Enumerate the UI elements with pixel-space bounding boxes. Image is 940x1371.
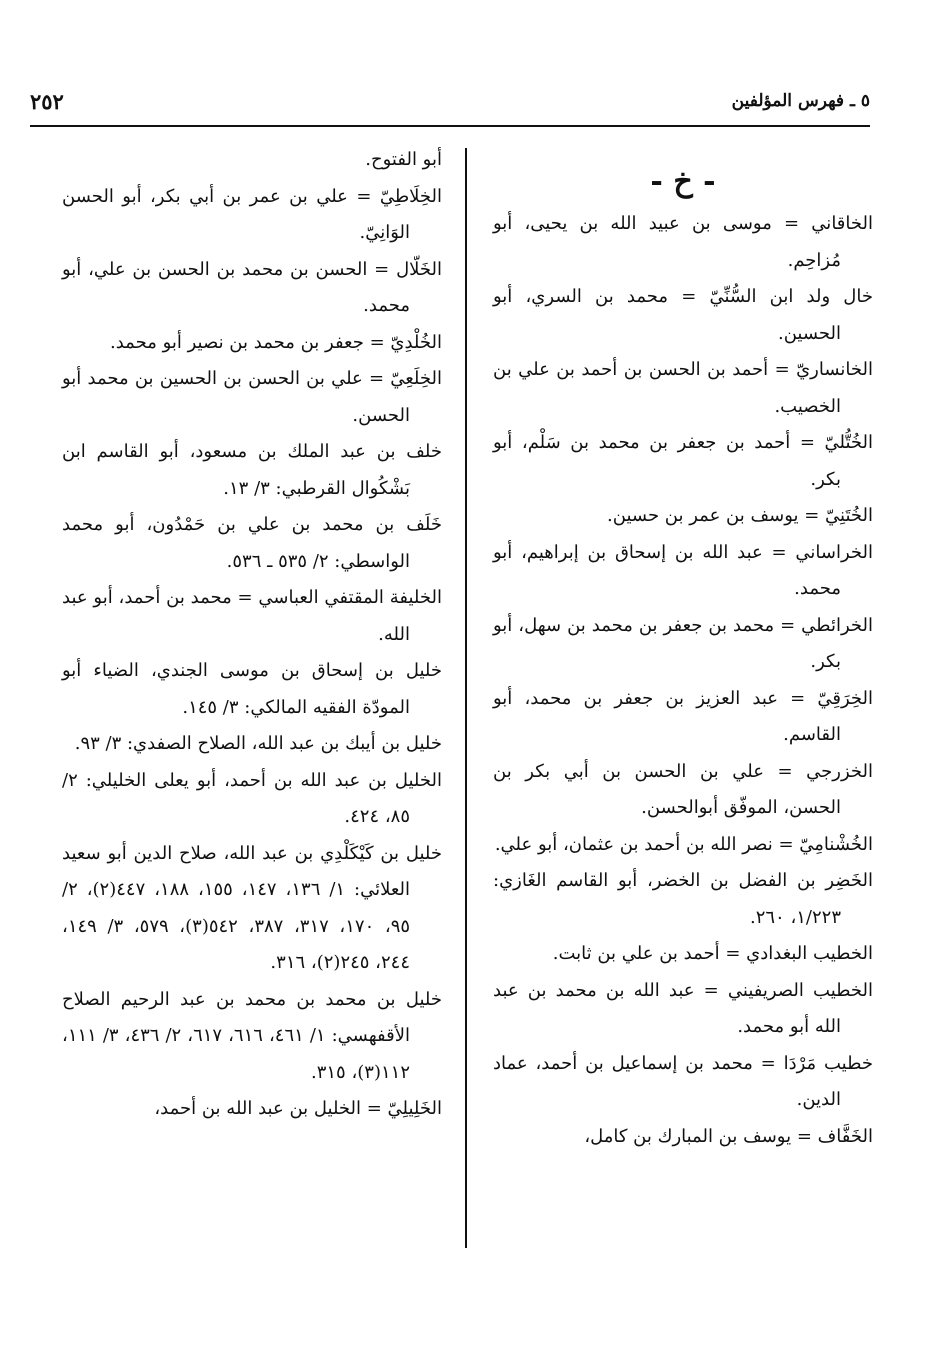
index-entry: خطيب مَرْدَا = محمد بن إسماعيل بن أحمد، عماد الدين.	[493, 1052, 873, 1110]
index-entry: الخُتُّليّ = أحمد بن جعفر بن محمد بن سَلْم، أبو بكر.	[493, 432, 873, 490]
column-divider	[465, 148, 467, 1248]
index-entry: خليل بن محمد بن محمد بن عبد الرحيم الصلاح الأقفهسي: ١/ ٤٦١، ٦١٦، ٦١٧، ٢/ ٤٣٦، ٣/ ١١١، ١١٢(٣)، ٣١٥.	[62, 988, 442, 1083]
index-entry: الخُشْنامِيّ = نصر الله بن أحمد بن عثمان، أبو علي.	[494, 833, 873, 855]
index-entry: الخِلَاطِيّ = علي بن عمر بن أبي بكر، أبو الحسن الوَانِيّ.	[62, 185, 442, 243]
index-entry: أبو الفتوح.	[365, 149, 442, 170]
index-entry: خال ولد ابن السُّنِّيّ = محمد بن السري، أبو الحسين.	[493, 286, 873, 344]
page-number: ٢٥٢	[30, 89, 64, 114]
index-entry: الخَلّال = الحسن بن محمد بن الحسن بن علي، أبو محمد.	[62, 258, 442, 316]
index-entry: الخطيب البغدادي = أحمد بن علي بن ثابت.	[552, 943, 873, 964]
index-entry: الخُلْدِيّ = جعفر بن محمد بن نصير أبو محمد.	[110, 331, 442, 353]
index-entry: الخانساريّ = أحمد بن الحسن بن أحمد بن علي بن الخصيب.	[493, 359, 873, 417]
index-entry: الخِرَقِيّ = عبد العزيز بن جعفر بن محمد، أبو القاسم.	[493, 687, 873, 745]
index-entry: الخزرجي = علي بن الحسن بن أبي بكر بن الحسن، الموفّق أبوالحسن.	[493, 760, 873, 818]
index-entry: الخَفَّاف = يوسف بن المبارك بن كامل،	[584, 1125, 873, 1147]
index-entry: الخطيب الصريفيني = عبد الله بن محمد بن عبد الله أبو محمد.	[493, 979, 873, 1037]
index-entry: خليل بن كَيْكَلْدِي بن عبد الله، صلاح الدين أبو سعيد العلائي: ١/ ١٣٦، ١٤٧، ١٥٥، ١٨٨، ٤٤٧(٢)، ٢/ ٩٥، ١٧٠، ٣١٧، ٣٨٧، ٥٤٢(٣)، ٥٧٩، ٣/ ١٤٩، ٢٤٤، ٢٤٥(٢)، ٣١٦.	[62, 842, 442, 973]
page-header	[30, 85, 870, 127]
right-column	[493, 142, 873, 1155]
index-entry: الخاقاني = موسى بن عبيد الله بن يحيى، أبو مُزاحِم.	[493, 213, 873, 271]
index-entry: الخليل بن عبد الله بن أحمد، أبو يعلى الخليلي: ٢/ ٨٥، ٤٢٤.	[62, 769, 442, 827]
index-entry: الخراساني = عبد الله بن إسحاق بن إبراهيم، أبو محمد.	[493, 541, 873, 599]
index-entry: الخَلِيلِيّ = الخليل بن عبد الله بن أحمد،	[154, 1098, 442, 1119]
running-title: ٥ ـ فهرس المؤلفين	[731, 91, 870, 111]
index-entry: الخليفة المقتفي العباسي = محمد بن أحمد، أبو عبد الله.	[62, 587, 442, 645]
index-entry: الخَضِر بن الفضل بن الخضر، أبو القاسم الغَازي: ١/٢٢٣، ٢٦٠.	[493, 870, 873, 928]
section-letter: - خ -	[650, 164, 716, 199]
index-entry: خَلَف بن محمد بن علي بن حَمْدُون، أبو محمد الواسطي: ٢/ ٥٣٥ ـ ٥٣٦.	[62, 514, 442, 572]
index-entry: الخِلَعِيّ = علي بن الحسن بن الحسين بن محمد أبو الحسن.	[62, 368, 442, 426]
index-entry: خليل بن إسحاق بن موسى الجندي، الضياء أبو المودّة الفقيه المالكي: ٣/ ١٤٥.	[62, 660, 442, 718]
left-column	[62, 142, 442, 1128]
index-entry: الخُتَنِيّ = يوسف بن عمر بن حسين.	[607, 505, 873, 526]
index-entry: الخرائطي = محمد بن جعفر بن محمد بن سهل، أبو بكر.	[493, 614, 873, 672]
index-entry: خليل بن أيبك بن عبد الله، الصلاح الصفدي: ٣/ ٩٣.	[74, 733, 442, 754]
index-entry: خلف بن عبد الملك بن مسعود، أبو القاسم ابن بَشْكُوال القرطبي: ٣/ ١٣.	[62, 441, 442, 499]
